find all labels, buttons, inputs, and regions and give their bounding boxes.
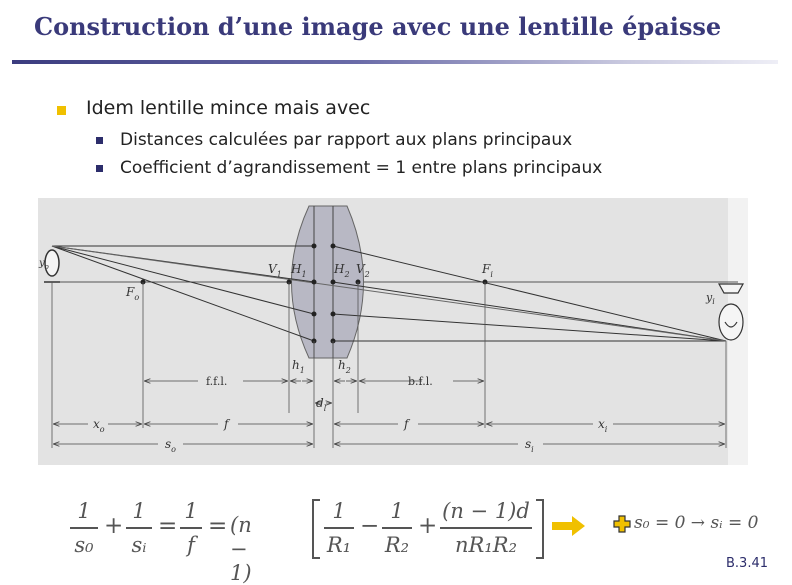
frac-1-over-si: 1 sᵢ [126,499,152,557]
frac-1-over-s0: 1 s₀ [70,499,98,557]
minus-sign: − [360,513,380,539]
label-dl: $d_l$ [316,396,327,413]
sub-bullet-square-icon [96,165,103,172]
right-bracket [536,499,544,559]
label-f-right: f [404,417,409,431]
bullet-square-icon [57,106,66,115]
plus-sign: + [104,513,124,539]
frac-1-over-R1: 1 R₁ [324,499,354,557]
label-ffl: f.f.l. [206,375,228,388]
left-bracket [312,499,320,559]
label-H1: $H_1$ [291,262,307,279]
label-xi: $x_i$ [598,417,608,434]
label-h1: $h_1$ [292,358,305,375]
bullet-main-text: Idem lentille mince mais avec [86,97,371,119]
equals-sign: = [158,513,178,539]
plus-sign: + [418,513,438,539]
implies-arrow-icon [552,515,586,537]
label-si: $s_i$ [525,437,534,454]
label-h2: $h_2$ [338,358,351,375]
sub-bullet-1-text: Distances calculées par rapport aux plans principaux [120,130,573,150]
frac-thickness-term: (n − 1)d nR₁R₂ [440,499,532,557]
slide-title: Construction d’une image avec une lentille épaisse [34,12,722,41]
label-H2: $H_2$ [334,262,350,279]
label-V2: $V_2$ [356,262,370,279]
sub-bullet-2-text: Coefficient d’agrandissement = 1 entre plans principaux [120,158,603,178]
plus-cross-icon [613,515,631,533]
slide-number: B.3.41 [726,556,768,571]
title-underline [12,60,778,64]
label-Fi: $F_i$ [482,262,493,279]
lens-body [292,206,364,358]
label-f-left: f [224,417,229,431]
thick-lens-figure [38,198,748,465]
label-yi: $y_i$ [706,291,715,306]
n-minus-1: (n − 1) [230,513,252,585]
zero-distance-condition: s₀ = 0 → sᵢ = 0 [634,513,759,533]
label-so: $s_o$ [165,437,176,454]
label-V1: $V_1$ [268,262,282,279]
frac-1-over-R2: 1 R₂ [382,499,412,557]
label-yo: $y_o$ [39,258,49,271]
label-Fo: $F_o$ [126,285,140,302]
frac-1-over-f: 1 f [180,499,202,557]
label-xo: $x_o$ [93,417,105,434]
equals-sign: = [208,513,228,539]
label-bfl: b.f.l. [408,375,433,388]
sub-bullet-square-icon [96,137,103,144]
